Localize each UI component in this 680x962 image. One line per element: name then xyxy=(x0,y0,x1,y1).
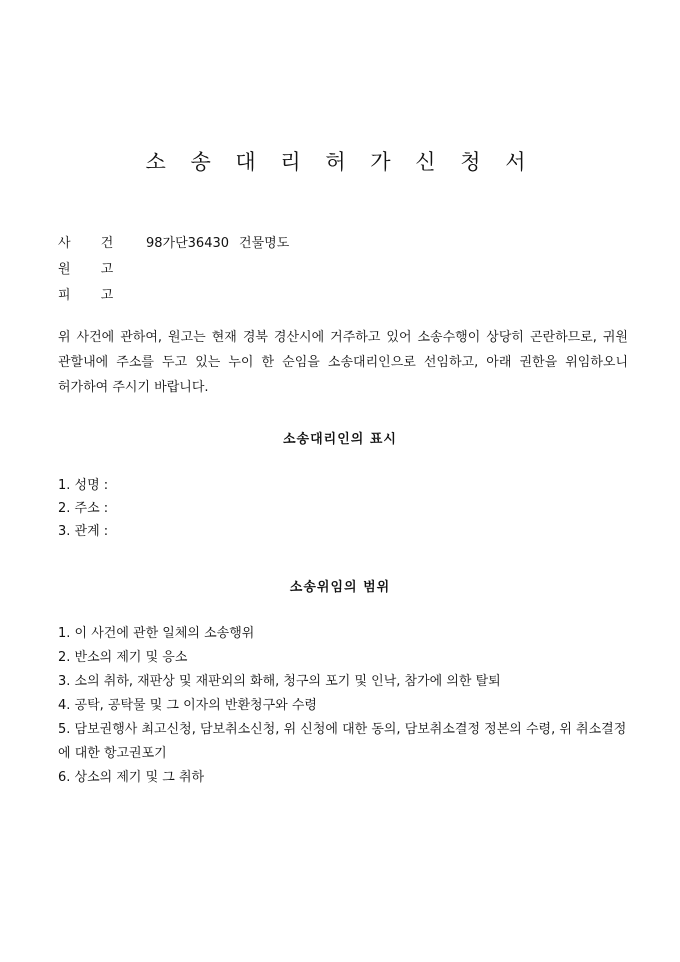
case-label: 사 건 xyxy=(58,235,127,251)
request-body: 위 사건에 관하여, 원고는 현재 경북 경산시에 거주하고 있어 소송수행이 상당히 곤란하므로, 귀원 관할내에 주소를 두고 있는 누이 한 순임을 소송대리인으로 선임하고, 아래 권한을 위임하오니 허가하여 주시기 바랍니다. xyxy=(58,330,628,395)
list-item: 2. 주소 : xyxy=(58,501,109,516)
list-item: 3. 관계 : xyxy=(58,524,109,539)
list-item: 3. 소의 취하, 재판상 및 재판외의 화해, 청구의 포기 및 인낙, 참가에 의한 탈퇴 xyxy=(58,674,501,689)
agent-list xyxy=(58,474,108,543)
agent-section-title: 소송대리인의 표시 xyxy=(283,432,397,447)
case-name: 건물명도 xyxy=(239,235,290,251)
scope-list xyxy=(58,622,628,790)
defendant-row xyxy=(58,280,289,306)
list-item: 1. 성명 : xyxy=(58,478,109,493)
list-item: 6. 상소의 제기 및 그 취하 xyxy=(58,770,205,785)
plaintiff-row xyxy=(58,254,289,280)
list-item: 4. 공탁, 공탁물 및 그 이자의 반환청구와 수령 xyxy=(58,698,317,713)
case-number: 98가단36430 xyxy=(146,235,230,251)
list-item: 2. 반소의 제기 및 응소 xyxy=(58,650,188,665)
case-info xyxy=(58,228,289,306)
case-row xyxy=(58,228,289,254)
case-value xyxy=(146,232,289,251)
document-title: 소 송 대 리 허 가 신 청 서 xyxy=(145,150,535,174)
list-item: 5. 담보권행사 최고신청, 담보취소신청, 위 신청에 대한 동의, 담보취소결정 정본의 수령, 위 취소결정에 대한 항고권포기 xyxy=(58,722,627,761)
plaintiff-label: 원 고 xyxy=(58,261,127,277)
scope-section-title: 소송위임의 범위 xyxy=(289,580,391,595)
list-item: 1. 이 사건에 관한 일체의 소송행위 xyxy=(58,626,255,641)
defendant-label: 피 고 xyxy=(58,287,127,303)
